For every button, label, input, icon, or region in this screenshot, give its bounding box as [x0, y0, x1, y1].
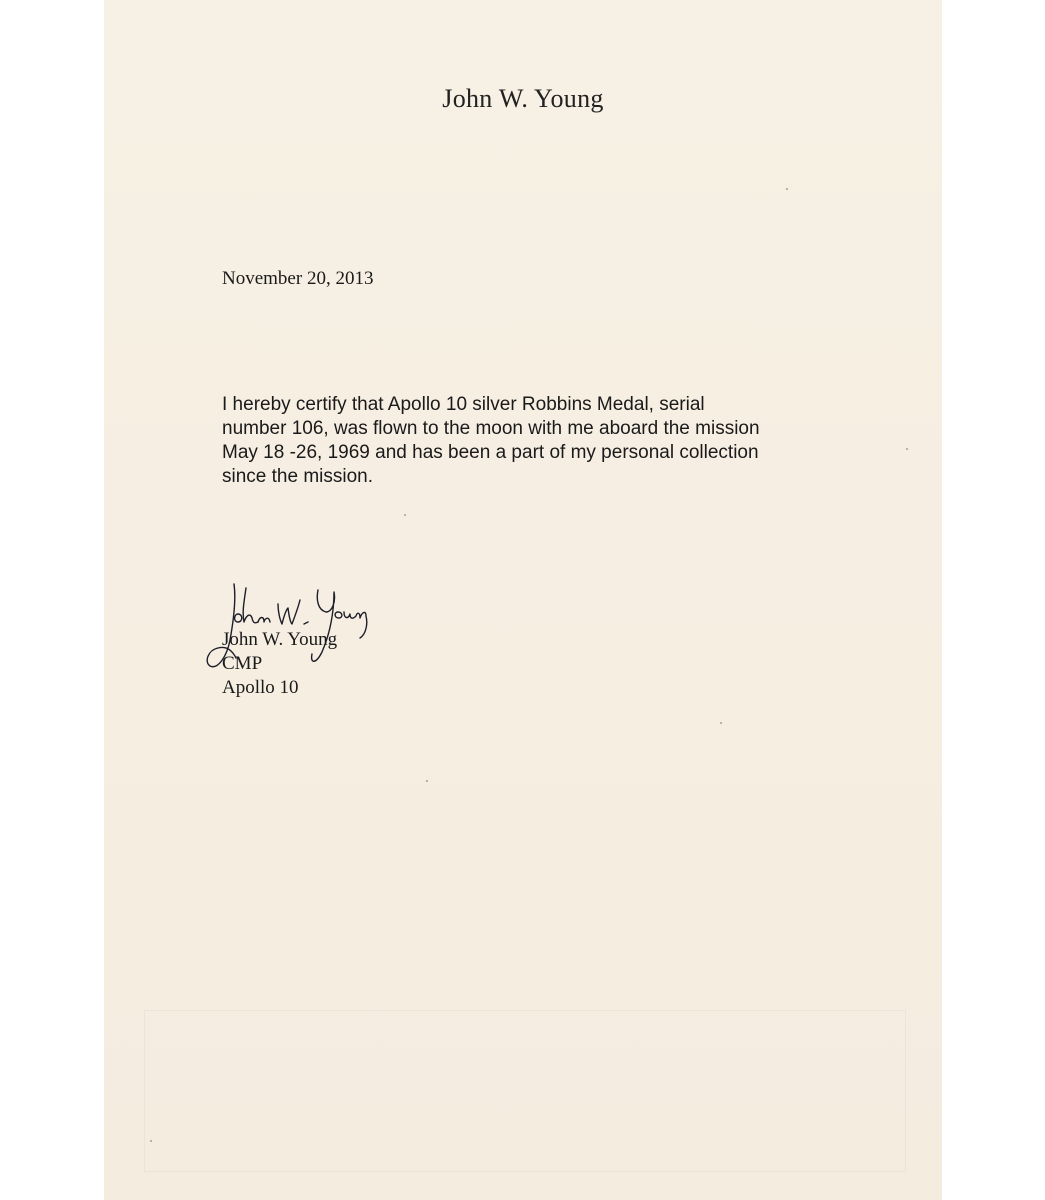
signatory-role: CMP	[222, 653, 263, 674]
body-line: I hereby certify that Apollo 10 silver Robbins Medal, serial	[222, 394, 705, 415]
signatory-name: John W. Young	[222, 629, 338, 650]
paper-speck	[786, 188, 788, 190]
paper-speck	[906, 448, 908, 450]
paper-border	[144, 1010, 906, 1172]
paper-speck	[404, 514, 406, 516]
letter-date: November 20, 2013	[222, 268, 374, 289]
letter-sheet	[104, 0, 942, 1200]
signatory-mission: Apollo 10	[222, 677, 299, 698]
body-line: May 18 -26, 1969 and has been a part of my personal collection	[222, 442, 759, 463]
certification-paragraph	[222, 393, 842, 489]
paper-speck	[150, 1140, 152, 1142]
letterhead-name: John W. Young	[442, 84, 604, 113]
paper-speck	[720, 722, 722, 724]
body-line: since the mission.	[222, 466, 374, 487]
handwritten-signature	[200, 578, 370, 678]
paper-speck	[426, 780, 428, 782]
body-line: number 106, was flown to the moon with me aboard the mission	[222, 418, 760, 439]
